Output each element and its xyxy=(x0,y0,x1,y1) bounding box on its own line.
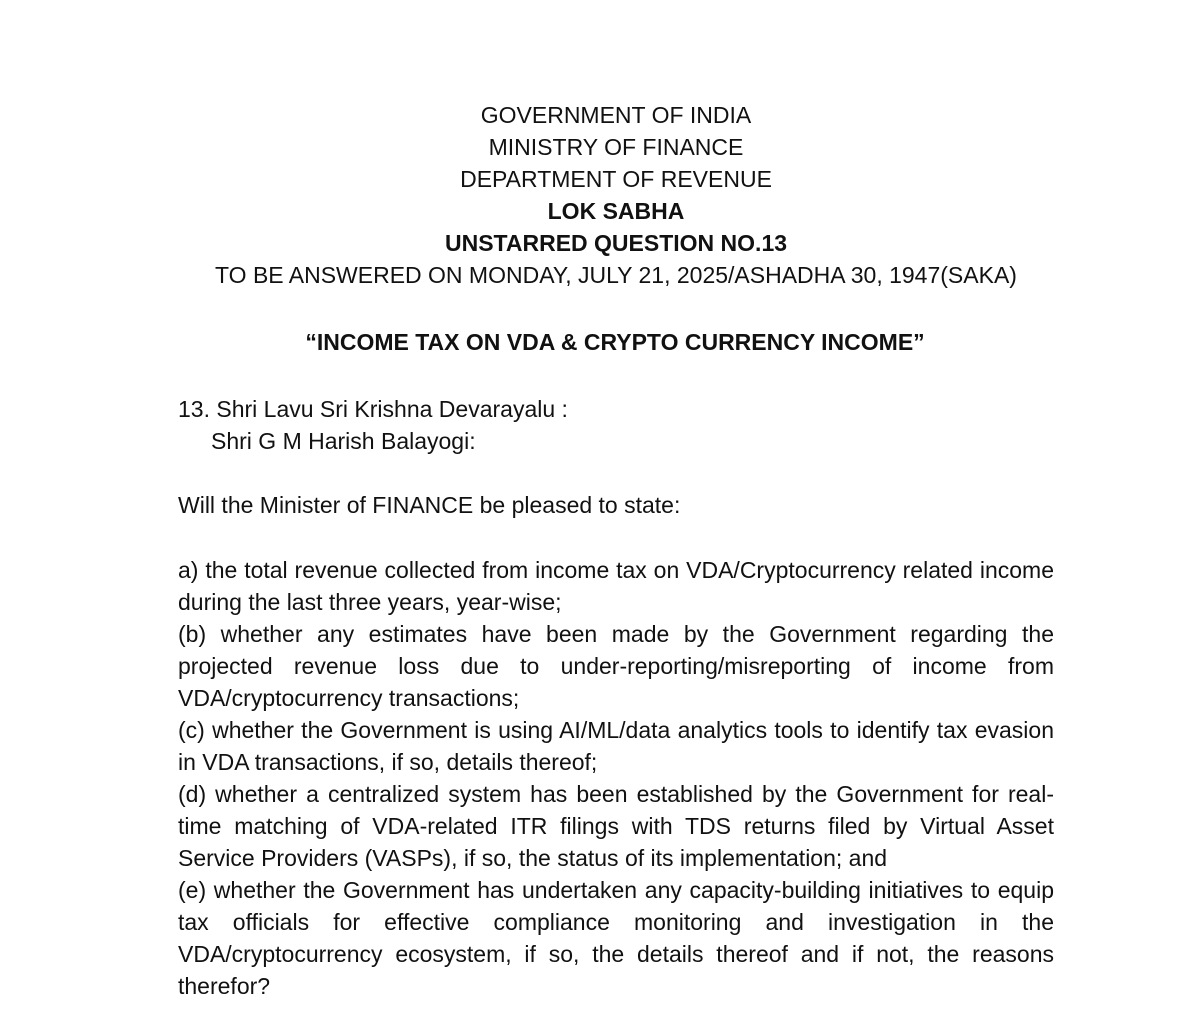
asker-first: 13. Shri Lavu Sri Krishna Devarayalu : xyxy=(178,396,568,422)
answer-date: TO BE ANSWERED ON MONDAY, JULY 21, 2025/ASHADHA 30, 1947(SAKA) xyxy=(215,262,1017,288)
question-intro: Will the Minister of FINANCE be pleased to state: xyxy=(178,492,681,518)
question-item-d: (d) whether a centralized system has been established by the Government for real-time matching of VDA-related ITR filings with TDS returns filed by Virtual Asset Service Providers (VASPs), if so, the status of its implementation; and xyxy=(178,781,1054,871)
question-item-c: (c) whether the Government is using AI/ML/data analytics tools to identify tax evasion in VDA transactions, if so, details thereof; xyxy=(178,717,1054,775)
question-list xyxy=(178,554,1054,1002)
document-header xyxy=(0,99,1200,291)
question-item-a: a) the total revenue collected from income tax on VDA/Cryptocurrency related income during the last three years, year-wise; xyxy=(178,557,1054,615)
question-item-e: (e) whether the Government has undertaken any capacity-building initiatives to equip tax officials for effective compliance monitoring and investigation in the VDA/cryptocurrency ecosystem, if so, the details thereof and if not, the reasons therefor? xyxy=(178,877,1054,999)
ministry-line: MINISTRY OF FINANCE xyxy=(488,134,744,160)
question-item-b: (b) whether any estimates have been made by the Government regarding the projected revenue loss due to under-reporting/misreporting of income from VDA/cryptocurrency transactions; xyxy=(178,621,1054,711)
asker-second: Shri G M Harish Balayogi: xyxy=(211,428,476,454)
government-line: GOVERNMENT OF INDIA xyxy=(480,102,752,128)
question-subject: “INCOME TAX ON VDA & CRYPTO CURRENCY INCOME” xyxy=(305,329,925,355)
house-name: LOK SABHA xyxy=(547,198,685,224)
department-line: DEPARTMENT OF REVENUE xyxy=(460,166,772,192)
question-number: UNSTARRED QUESTION NO.13 xyxy=(444,230,788,256)
